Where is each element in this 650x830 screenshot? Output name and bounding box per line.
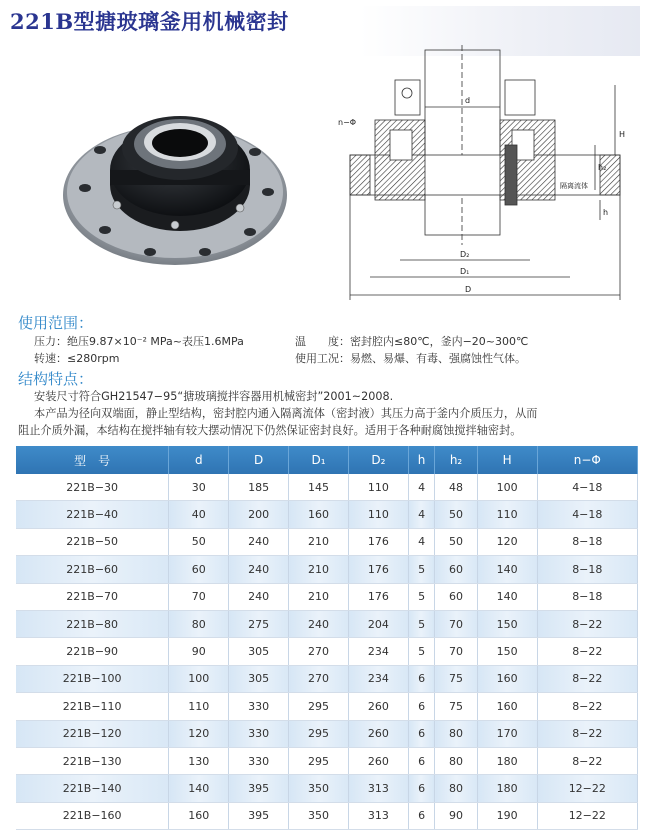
cell-D2: 176 xyxy=(348,528,408,555)
cell-D: 330 xyxy=(229,720,289,747)
cell-D: 330 xyxy=(229,693,289,720)
cell-D1: 350 xyxy=(289,775,349,802)
table-row xyxy=(16,802,638,829)
cell-h2: 48 xyxy=(435,474,477,501)
table-row xyxy=(16,775,638,802)
cell-H: 120 xyxy=(477,528,537,555)
cell-model: 221B−30 xyxy=(16,474,169,501)
table-row xyxy=(16,474,638,501)
table-row xyxy=(16,583,638,610)
cell-d: 120 xyxy=(169,720,229,747)
cell-h: 6 xyxy=(408,802,434,829)
cell-h2: 80 xyxy=(435,720,477,747)
label-H: H xyxy=(619,130,626,139)
cell-n-phi: 8−22 xyxy=(537,610,637,637)
cell-d: 80 xyxy=(169,610,229,637)
col-d: d xyxy=(169,446,229,474)
cell-H: 170 xyxy=(477,720,537,747)
table-row xyxy=(16,720,638,747)
structure-line-2: 本产品为径向双端面，静止型结构，密封腔内通入隔离流体（密封液）其压力高于釜内介质压力，从而 xyxy=(34,407,538,420)
cell-D1: 210 xyxy=(289,556,349,583)
structure-line-1: 安装尺寸符合GH21547−95“搪玻璃搅拌容器用机械密封”2001~2008. xyxy=(34,390,394,403)
cell-model: 221B−110 xyxy=(16,693,169,720)
label-D: D xyxy=(465,285,472,294)
cell-model: 221B−40 xyxy=(16,501,169,528)
cell-d: 140 xyxy=(169,775,229,802)
cell-D2: 176 xyxy=(348,583,408,610)
cell-D: 395 xyxy=(229,802,289,829)
cell-h2: 80 xyxy=(435,775,477,802)
cell-h: 6 xyxy=(408,775,434,802)
cell-model: 221B−90 xyxy=(16,638,169,665)
cell-H: 160 xyxy=(477,665,537,692)
cell-n-phi: 8−22 xyxy=(537,638,637,665)
cell-H: 190 xyxy=(477,802,537,829)
usage-pressure: 压力：绝压9.87×10⁻² MPa~表压1.6MPa xyxy=(34,335,244,348)
cell-n-phi: 8−18 xyxy=(537,556,637,583)
cell-H: 110 xyxy=(477,501,537,528)
cell-D2: 260 xyxy=(348,747,408,774)
cell-d: 90 xyxy=(169,638,229,665)
cell-h2: 60 xyxy=(435,583,477,610)
cell-n-phi: 8−22 xyxy=(537,747,637,774)
cell-h2: 50 xyxy=(435,528,477,555)
cell-D: 275 xyxy=(229,610,289,637)
cell-H: 100 xyxy=(477,474,537,501)
table-row xyxy=(16,665,638,692)
cell-n-phi: 8−18 xyxy=(537,528,637,555)
cell-d: 40 xyxy=(169,501,229,528)
cell-D: 305 xyxy=(229,665,289,692)
cell-model: 221B−70 xyxy=(16,583,169,610)
cell-D2: 234 xyxy=(348,665,408,692)
label-h2: h₂ xyxy=(598,163,607,172)
label-D1: D₁ xyxy=(460,267,470,276)
structure-description xyxy=(18,388,638,439)
cell-D1: 295 xyxy=(289,747,349,774)
col-n-phi: n−Φ xyxy=(537,446,637,474)
structure-line-3: 阻止介质外漏，本结构在搅拌轴有较大摆动情况下仍然保证密封良好。适用于各种耐腐蚀搅拌轴密封。 xyxy=(18,424,522,437)
cell-model: 221B−100 xyxy=(16,665,169,692)
col-D1: D₁ xyxy=(289,446,349,474)
cell-h: 5 xyxy=(408,583,434,610)
cell-h2: 90 xyxy=(435,802,477,829)
cell-D1: 210 xyxy=(289,583,349,610)
table-row xyxy=(16,693,638,720)
cell-h: 6 xyxy=(408,747,434,774)
usage-conditions: 使用工况：易燃、易爆、有毒、强腐蚀性气体。 xyxy=(295,352,526,365)
cell-h2: 75 xyxy=(435,665,477,692)
cell-h2: 70 xyxy=(435,610,477,637)
cell-model: 221B−160 xyxy=(16,802,169,829)
cell-h: 4 xyxy=(408,528,434,555)
cell-D2: 313 xyxy=(348,802,408,829)
cell-D1: 210 xyxy=(289,528,349,555)
product-photo xyxy=(55,70,295,270)
table-header-row xyxy=(16,446,638,474)
table-row xyxy=(16,638,638,665)
cell-D1: 160 xyxy=(289,501,349,528)
table-row xyxy=(16,610,638,637)
technical-drawing xyxy=(330,45,640,305)
cell-d: 60 xyxy=(169,556,229,583)
cell-n-phi: 12−22 xyxy=(537,775,637,802)
cell-D1: 240 xyxy=(289,610,349,637)
table-row xyxy=(16,747,638,774)
cell-D: 240 xyxy=(229,556,289,583)
cell-h: 4 xyxy=(408,501,434,528)
cell-h2: 70 xyxy=(435,638,477,665)
page-title: 221B型搪玻璃釜用机械密封 xyxy=(10,9,289,34)
cell-n-phi: 12−22 xyxy=(537,802,637,829)
cell-d: 110 xyxy=(169,693,229,720)
cell-n-phi: 4−18 xyxy=(537,501,637,528)
cell-D2: 234 xyxy=(348,638,408,665)
cell-D1: 350 xyxy=(289,802,349,829)
cell-d: 130 xyxy=(169,747,229,774)
cell-D: 240 xyxy=(229,583,289,610)
cell-D: 305 xyxy=(229,638,289,665)
cell-H: 150 xyxy=(477,610,537,637)
cell-D1: 145 xyxy=(289,474,349,501)
cell-D2: 204 xyxy=(348,610,408,637)
cell-d: 160 xyxy=(169,802,229,829)
col-D: D xyxy=(229,446,289,474)
cell-h2: 50 xyxy=(435,501,477,528)
cell-h: 5 xyxy=(408,556,434,583)
cell-H: 180 xyxy=(477,747,537,774)
structure-heading: 结构特点： xyxy=(18,370,94,388)
cell-model: 221B−130 xyxy=(16,747,169,774)
cell-D2: 260 xyxy=(348,720,408,747)
cell-H: 150 xyxy=(477,638,537,665)
col-H: H xyxy=(477,446,537,474)
cell-d: 50 xyxy=(169,528,229,555)
cell-n-phi: 8−22 xyxy=(537,693,637,720)
usage-heading: 使用范围： xyxy=(18,314,94,332)
cell-n-phi: 8−22 xyxy=(537,665,637,692)
cell-h: 6 xyxy=(408,665,434,692)
cell-d: 30 xyxy=(169,474,229,501)
cell-D1: 270 xyxy=(289,665,349,692)
cell-D1: 295 xyxy=(289,720,349,747)
cell-h2: 75 xyxy=(435,693,477,720)
cell-H: 140 xyxy=(477,556,537,583)
table-body xyxy=(16,474,638,830)
cell-D: 240 xyxy=(229,528,289,555)
label-d: d xyxy=(465,96,471,105)
cell-D2: 313 xyxy=(348,775,408,802)
cell-D: 185 xyxy=(229,474,289,501)
table-row xyxy=(16,556,638,583)
cell-h: 5 xyxy=(408,638,434,665)
cell-h: 5 xyxy=(408,610,434,637)
cell-h: 4 xyxy=(408,474,434,501)
cell-h2: 60 xyxy=(435,556,477,583)
cell-D: 200 xyxy=(229,501,289,528)
cell-D: 330 xyxy=(229,747,289,774)
label-fluid: 隔离流体 xyxy=(560,182,588,190)
spec-table xyxy=(16,446,638,830)
cell-h2: 80 xyxy=(435,747,477,774)
usage-temperature: 温 度：密封腔内≤80℃，釜内−20~300℃ xyxy=(295,335,529,348)
cell-model: 221B−140 xyxy=(16,775,169,802)
table-row xyxy=(16,501,638,528)
cell-h: 6 xyxy=(408,693,434,720)
cell-d: 70 xyxy=(169,583,229,610)
usage-speed: 转速：≤280rpm xyxy=(34,352,120,365)
label-n-phi: n−Φ xyxy=(338,118,357,127)
cell-model: 221B−120 xyxy=(16,720,169,747)
col-D2: D₂ xyxy=(348,446,408,474)
cell-H: 160 xyxy=(477,693,537,720)
table-row xyxy=(16,528,638,555)
col-h2: h₂ xyxy=(435,446,477,474)
cell-D2: 176 xyxy=(348,556,408,583)
cell-model: 221B−60 xyxy=(16,556,169,583)
col-h: h xyxy=(408,446,434,474)
cell-n-phi: 8−22 xyxy=(537,720,637,747)
cell-model: 221B−50 xyxy=(16,528,169,555)
cell-d: 100 xyxy=(169,665,229,692)
cell-D1: 295 xyxy=(289,693,349,720)
cell-H: 180 xyxy=(477,775,537,802)
cell-n-phi: 8−18 xyxy=(537,583,637,610)
cell-D2: 110 xyxy=(348,501,408,528)
col-model: 型 号 xyxy=(16,446,169,474)
label-h: h xyxy=(603,208,609,217)
cell-n-phi: 4−18 xyxy=(537,474,637,501)
cell-D1: 270 xyxy=(289,638,349,665)
cell-D2: 110 xyxy=(348,474,408,501)
cell-model: 221B−80 xyxy=(16,610,169,637)
cell-D2: 260 xyxy=(348,693,408,720)
cell-h: 6 xyxy=(408,720,434,747)
label-D2: D₂ xyxy=(460,250,470,259)
cell-H: 140 xyxy=(477,583,537,610)
cell-D: 395 xyxy=(229,775,289,802)
